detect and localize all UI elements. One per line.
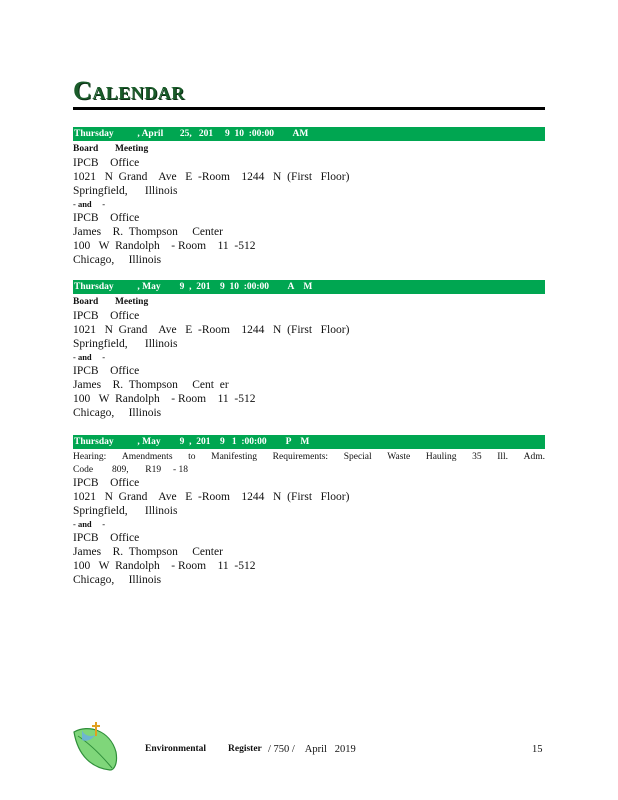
location-address: 100 W Randolph - Room 11 -512	[73, 240, 256, 252]
hearing-word: Amendments	[121, 452, 173, 462]
and-separator: - and -	[73, 352, 106, 362]
location-city: Chicago, Illinois	[73, 574, 162, 586]
location-name: IPCB Office	[73, 477, 140, 489]
hearing-title	[73, 450, 545, 464]
page-title: Calendar	[73, 76, 185, 105]
hearing-word: to	[188, 452, 196, 462]
hearing-code: Code 809, R19 - 18	[73, 465, 189, 475]
location-address: 100 W Randolph - Room 11 -512	[73, 560, 256, 572]
entry-date-bar: Thursday , April 25, 201 9 10 :00:00 AM	[73, 127, 545, 141]
location-name: IPCB Office	[73, 157, 140, 169]
hearing-word: Manifesting	[211, 452, 258, 462]
entry-date-bar: Thursday , May 9 , 201 9 1 :00:00 P M	[73, 435, 545, 449]
location-address: 1021 N Grand Ave E -Room 1244 N (First Floor)	[73, 171, 350, 183]
hearing-word: Special	[343, 452, 372, 462]
calendar-entry	[73, 127, 545, 267]
hearing-word: Requirements:	[272, 452, 329, 462]
location-city: Springfield, Illinois	[73, 505, 178, 517]
location-address: 100 W Randolph - Room 11 -512	[73, 393, 256, 405]
hearing-word: Hauling	[425, 452, 457, 462]
meeting-type: Board Meeting	[73, 297, 149, 307]
location-address: 1021 N Grand Ave E -Room 1244 N (First Floor)	[73, 491, 350, 503]
title-rule	[73, 107, 545, 110]
location-city: Chicago, Illinois	[73, 254, 162, 266]
and-separator: - and -	[73, 519, 106, 529]
hearing-word: Hearing:	[73, 452, 107, 462]
calendar-entry	[73, 280, 545, 420]
calendar-entry	[73, 435, 545, 587]
footer-publication: Environmental	[145, 744, 207, 754]
location-name: IPCB Office	[73, 365, 140, 377]
entry-date-bar: Thursday , May 9 , 201 9 10 :00:00 A M	[73, 280, 545, 294]
footer-volume-date: / 750 / April 2019	[268, 744, 356, 755]
location-city: Chicago, Illinois	[73, 407, 162, 419]
hearing-word: Ill.	[497, 452, 509, 462]
footer-page-number: 15	[532, 744, 543, 755]
hearing-word: Waste	[387, 452, 411, 462]
location-address: 1021 N Grand Ave E -Room 1244 N (First Floor)	[73, 324, 350, 336]
hearing-word: Adm.	[523, 452, 545, 462]
leaf-logo-icon	[70, 718, 122, 772]
footer-register: Register	[228, 744, 262, 754]
location-city: Springfield, Illinois	[73, 185, 178, 197]
location-city: Springfield, Illinois	[73, 338, 178, 350]
and-separator: - and -	[73, 199, 106, 209]
location-building: James R. Thompson Center	[73, 226, 223, 238]
meeting-type: Board Meeting	[73, 144, 149, 154]
location-building: James R. Thompson Cent er	[73, 379, 229, 391]
location-building: James R. Thompson Center	[73, 546, 223, 558]
location-name: IPCB Office	[73, 212, 140, 224]
location-name: IPCB Office	[73, 532, 140, 544]
hearing-word: 35	[472, 452, 482, 462]
location-name: IPCB Office	[73, 310, 140, 322]
